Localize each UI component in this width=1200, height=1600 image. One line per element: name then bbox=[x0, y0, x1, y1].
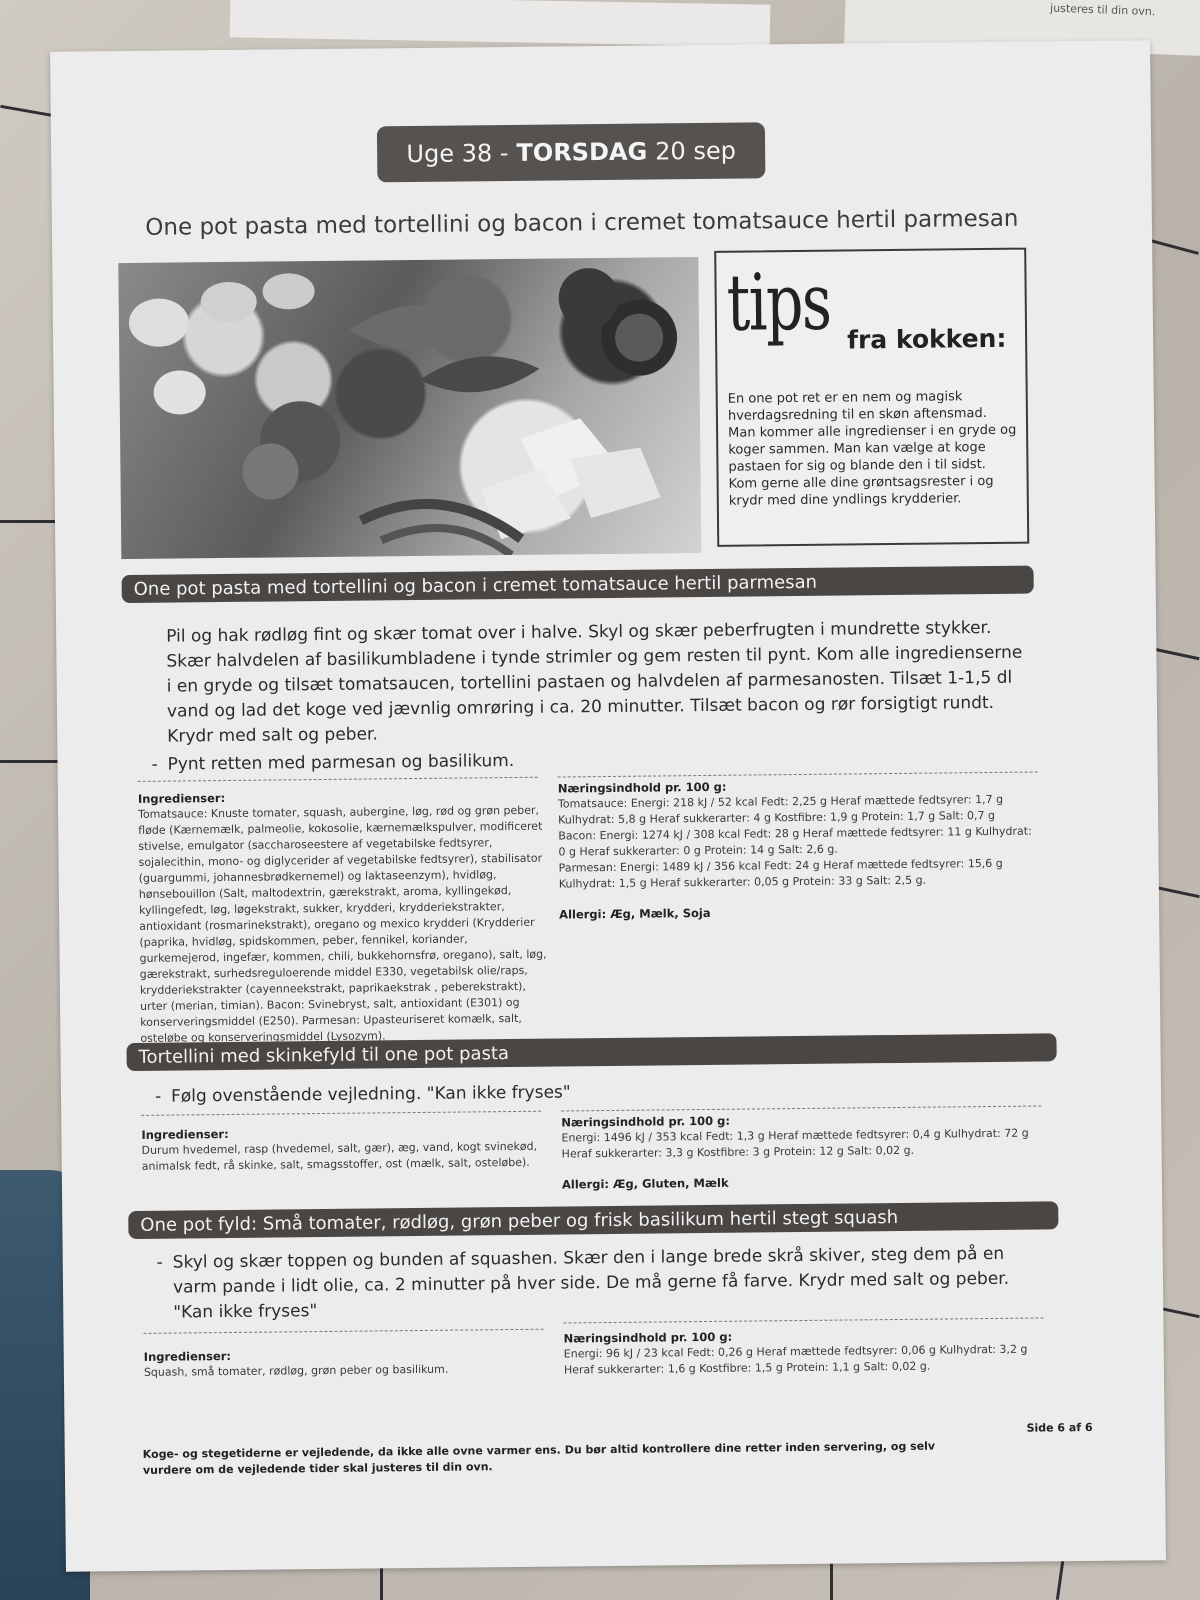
day-label: TORSDAG bbox=[516, 137, 648, 167]
ingredients-fyld bbox=[144, 1345, 554, 1381]
divider bbox=[138, 777, 538, 782]
instruction-bullet bbox=[156, 1242, 1034, 1326]
nutrition-text: Energi: 1496 kJ / 353 kcal Fedt: 1,3 g Heraf mættede fedtsyrer: 0,4 g Kulhydrat: 72 g Heraf sukkerarter: 3,3 g Kostfibre: 3 g Protein: 12 g Salt: 0,02 g. bbox=[561, 1126, 1029, 1161]
date-label: 20 sep bbox=[655, 136, 737, 166]
week-label: Uge 38 - bbox=[406, 139, 509, 169]
ingredients-label: Ingredienser: bbox=[137, 791, 226, 806]
bullet-text: Skyl og skær toppen og bunden af squashen. Skær den i lange brede skrå skiver, steg dem på en varm pande i lidt olie, ca. 2 minutter på hver side. De må gerne få farve. Krydr med salt og peber. "Kan ikke fryses" bbox=[172, 1243, 1010, 1323]
floor-grout bbox=[0, 520, 60, 523]
dash-icon: - bbox=[156, 1252, 164, 1273]
ingredients-label: Ingredienser: bbox=[143, 1348, 232, 1364]
allergy-label: Allergi: Æg, Gluten, Mælk bbox=[561, 1175, 729, 1192]
pasta-dish-photo-icon bbox=[118, 257, 701, 559]
nutrition-parmesan: Parmesan: Energi: 1489 kJ / 356 kcal Fedt: 24 g Heraf mættede fedtsyrer: 15,6 g Kulhydrat: 1,5 g Heraf sukkerarter: 0,05 g Protein: 33 g Salt: 2,5 g. bbox=[558, 856, 1003, 891]
nutrition-main bbox=[558, 775, 1039, 922]
dash-icon: - bbox=[154, 1086, 162, 1107]
nutrition-label: Næringsindhold pr. 100 g: bbox=[563, 1329, 733, 1346]
page-number: Side 6 af 6 bbox=[1026, 1420, 1093, 1435]
nutrition-label: Næringsindhold pr. 100 g: bbox=[561, 1113, 731, 1130]
section-bar-main bbox=[122, 566, 1034, 604]
section-title: One pot fyld: Små tomater, rødløg, grøn peber og frisk basilikum hertil stegt squash bbox=[140, 1206, 899, 1236]
nutrition-fyld bbox=[563, 1325, 1043, 1378]
divider bbox=[141, 1111, 541, 1116]
ingredients-tortellini bbox=[141, 1123, 551, 1175]
nutrition-tortellini bbox=[561, 1109, 1042, 1192]
tips-heading: tips bbox=[726, 257, 831, 349]
ingredients-text: Durum hvedemel, rasp (hvedemel, salt, gær), æg, vand, kogt svinekød, animalsk fedt, rå skinke, salt, smagsstoffer, ost (mælk, salt, osteløbe). bbox=[141, 1139, 538, 1173]
section-title: Tortellini med skinkefyld til one pot pasta bbox=[138, 1043, 510, 1068]
menu-sheet bbox=[50, 40, 1166, 1571]
food-photo bbox=[118, 257, 701, 559]
ingredients-text: Tomatsauce: Knuste tomater, squash, aubergine, løg, rød og grøn peber, fløde (Kærnemælk, palmeolie, kokosolie, kærnemælkspulver, modificeret stivelse, emulgator (saccharoseestere af vegetabilske fedtsyrer, sojalecithin, mono- og diglycerider af vegetabilske fedtsyrer), stabilisator (guargummi, johannesbrødkernemel) og laktaseenzym), hvidløg, hønsebouillon (Salt, maltodextrin, gærekstrakt, aroma, kyllingekød, kyllingefedt, løg, løgekstrakt, sukker, krydderi, krydderiekstrakter, antioxidant (rosmarinekstrakt), oregano og mexico krydderi (Krydderier (paprika, hvidløg, spidskommen, peber, fennikel, koriander, gurkemejerod, ingefær, kommen, chili, bukkehornsfrø, oregano), salt, løg, gærekstrakt, surhedsreguloerende middel E330, vegetabilsk olie/raps, krydderiekstrakter (cayenneekstrakt, paprikaekstrak , peberekstrakt), urter (merian, timian). Bacon: Svinebryst, salt, antioxidant (E301) og konserveringsmiddel (E250). Parmesan: Upasteuriseret komælk, salt, osteløbe og konserveringsmiddel (Lysozym). bbox=[137, 803, 547, 1045]
bullet-text: Pynt retten med parmesan og basilikum. bbox=[167, 750, 515, 775]
tips-box bbox=[714, 248, 1029, 547]
nutrition-tomatsauce: Tomatsauce: Energi: 218 kJ / 52 kcal Fedt: 2,25 g Heraf mættede fedtsyrer: 1,7 g Kulhydrat: 5,8 g Heraf sukkerarter: 4 g Kostfibre: 1,9 g Protein: 1,7 g Salt: 0,7 g bbox=[557, 792, 1004, 827]
dash-icon: - bbox=[151, 754, 158, 775]
section-bar-fyld bbox=[128, 1201, 1058, 1239]
date-header bbox=[377, 122, 766, 182]
nutrition-bacon: Bacon: Energi: 1274 kJ / 308 kcal Fedt: 28 g Heraf mættede fedtsyrer: 11 g Kulhydrat: 0 g Heraf sukkerarter: 0 g Protein: 14 g Salt: 2,6 g. bbox=[558, 824, 1032, 859]
ingredients-label: Ingredienser: bbox=[141, 1126, 229, 1142]
nutrition-text: Energi: 96 kJ / 23 kcal Fedt: 0,26 g Heraf mættede fedtsyrer: 0,06 g Kulhydrat: 3,2 g Heraf sukkerarter: 1,6 g Kostfibre: 1,5 g Protein: 1,1 g Salt: 0,02 g. bbox=[563, 1342, 1028, 1377]
nutrition-label: Næringsindhold pr. 100 g: bbox=[557, 779, 727, 796]
instructions-main bbox=[166, 616, 1027, 750]
ingredients-text: Squash, små tomater, rødløg, grøn peber og basilikum. bbox=[143, 1362, 449, 1379]
background-sheet-text: justeres til din ovn. bbox=[1049, 1, 1156, 19]
instruction-bullet bbox=[154, 1076, 1031, 1110]
floor-grout bbox=[0, 760, 60, 763]
allergy-label: Allergi: Æg, Mælk, Soja bbox=[559, 905, 711, 922]
divider bbox=[143, 1329, 543, 1334]
tips-subheading: fra kokken: bbox=[846, 323, 1007, 355]
recipe-title: One pot pasta med tortellini og bacon i cremet tomatsauce hertil parmesan bbox=[145, 205, 1019, 241]
bullet-text: Følg ovenstående vejledning. "Kan ikke fryses" bbox=[170, 1082, 571, 1107]
ingredients-main bbox=[138, 787, 551, 1047]
footer-note: Koge- og stegetiderne er vejledende, da ikke alle ovne varmer ens. Du bør altid kontrollere dine retter inden servering, og selv vurdere om de vejledende tider skal justeres til din ovn. bbox=[142, 1439, 936, 1477]
tips-text: En one pot ret er en nem og magisk hverdagsredning til en skøn aftensmad. Man kommer alle ingredienser i en gryde og koger sammen. Man kan vælge at koge pastaen for sig og blande den i til sidst. Kom gerne alle dine grøntsagsrester i og krydr med dine yndlings krydderier. bbox=[727, 389, 1017, 509]
section-title: One pot pasta med tortellini og bacon i cremet tomatsauce hertil parmesan bbox=[133, 571, 818, 600]
instructions-text: Pil og hak rødløg fint og skær tomat over i halve. Skyl og skær peberfrugten i mundrette stykker. Skær halvdelen af basilikumbladene i tynde strimler og gem resten til pynt. Kom alle ingredienserne i en gryde og tilsæt tomatsaucen, tortellini pastaen og halvdelen af parmesanosten. Tilsæt 1-1,5 dl vand og lad det koge ved jævnlig omrøring i ca. 20 minutter. Tilsæt bacon og rør forsigtigt rundt. Krydr med salt og peber. bbox=[166, 617, 1023, 747]
